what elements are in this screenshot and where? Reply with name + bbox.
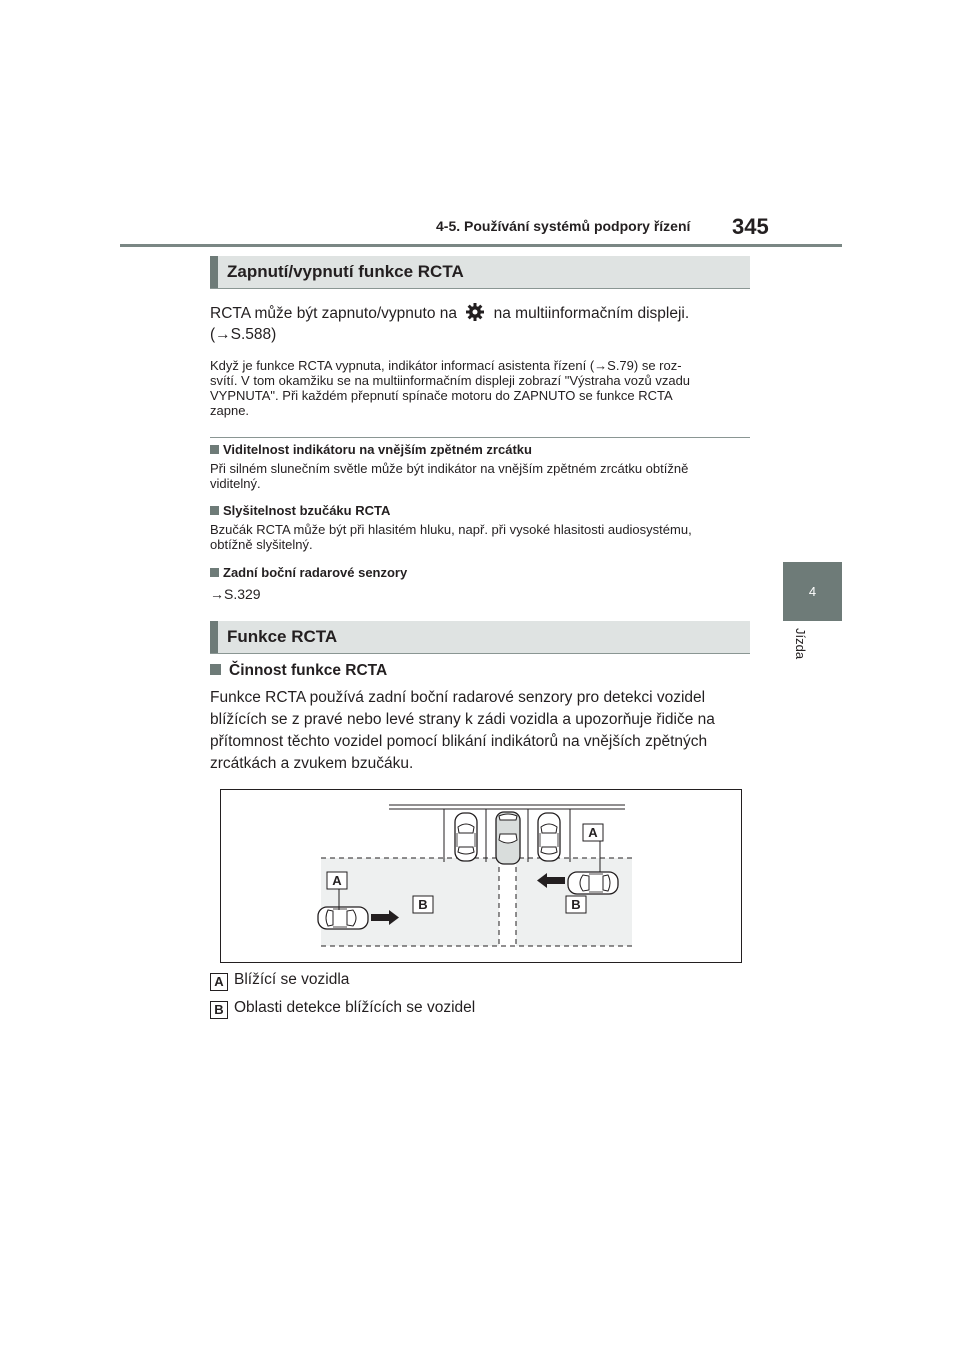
rcta-diagram — [220, 789, 742, 963]
heading-accent-bar — [210, 621, 218, 653]
approaching-car-right — [568, 872, 618, 894]
chapter-label: Jízda — [793, 628, 808, 660]
running-header: 4-5. Používání systémů podpory řízení — [436, 218, 691, 234]
divider — [210, 437, 750, 438]
subsection-text: Bzučák RCTA může být při hlasitém hluku, např. při vysoké hlasitosti audiosystému, — [210, 522, 692, 537]
detection-area-left — [321, 858, 499, 946]
legend-text: Blížící se vozidla — [234, 971, 350, 988]
note-line: Když je funkce RCTA vypnuta, indikátor informací asistenta řízení (→S.79) se roz- — [210, 358, 682, 373]
heading-accent-bar — [210, 256, 218, 288]
rcta-off-note — [210, 358, 755, 418]
bullet-square-icon — [210, 568, 219, 577]
subsection-text: Při silném slunečním světle může být indikátor na vnějším zpětném zrcátku obtížně — [210, 461, 689, 476]
label-b-text: B — [571, 897, 581, 912]
page-reference: (→S.588) — [210, 326, 277, 343]
label-a-text: A — [332, 873, 342, 888]
subsection-audibility — [210, 503, 755, 552]
paragraph-line: přítomnost těchto vozidel pomocí blikání indikátorů na vnějších zpětných — [210, 733, 708, 750]
note-line: svítí. V tom okamžiku se na multiinformačním displeji zobrazí "Výstraha vozů vzadu — [210, 373, 691, 388]
legend-item-b — [210, 997, 475, 1019]
subsection-operation — [210, 662, 387, 680]
legend-key: A — [210, 973, 228, 991]
approaching-car-left — [318, 907, 368, 929]
paragraph-line: zrcátkách a zvukem bzučáku. — [210, 755, 414, 772]
chapter-tab — [783, 562, 842, 621]
section-title: Funkce RCTA — [227, 627, 338, 646]
bullet-square-icon — [210, 664, 221, 675]
legend-item-a — [210, 969, 349, 991]
parked-car — [538, 813, 560, 861]
bullet-square-icon — [210, 445, 219, 454]
subsection-title: Zadní boční radarové senzory — [223, 565, 408, 580]
section-heading-rcta-toggle — [210, 256, 750, 289]
subsection-visibility — [210, 442, 755, 491]
subsection-text: obtížně slyšitelný. — [210, 537, 313, 552]
legend-key: B — [210, 1001, 228, 1019]
note-line: zapne. — [210, 403, 250, 418]
gear-icon — [465, 302, 485, 322]
header-rule — [120, 244, 842, 247]
section-heading-rcta-function — [210, 621, 750, 654]
toggle-instruction — [210, 302, 689, 325]
label-a-text: A — [588, 825, 598, 840]
legend-text: Oblasti detekce blížících se vozidel — [234, 999, 476, 1016]
page-number: 345 — [732, 214, 769, 239]
subsection-title: Činnost funkce RCTA — [229, 662, 388, 679]
operation-paragraph — [210, 687, 760, 775]
section-title: Zapnutí/vypnutí funkce RCTA — [227, 262, 464, 281]
subsection-title: Viditelnost indikátoru na vnějším zpětném zrcátku — [223, 442, 532, 457]
parked-car — [455, 813, 477, 861]
instruction-text-a: RCTA může být zapnuto/vypnuto na — [210, 305, 457, 322]
subsection-sensors — [210, 565, 755, 602]
chapter-number: 4 — [808, 584, 817, 599]
subsection-text: viditelný. — [210, 476, 261, 491]
subsection-title: Slyšitelnost bzučáku RCTA — [223, 503, 391, 518]
instruction-text-b: na multiinformačním displeji. — [493, 305, 690, 322]
subsection-reference: →S.329 — [210, 586, 261, 602]
parking-illustration — [221, 790, 741, 962]
paragraph-line: blížících se z pravé nebo levé strany k zádi vozidla a upozorňuje řidiče na — [210, 711, 715, 728]
note-line: VYPNUTA". Při každém přepnutí spínače motoru do ZAPNUTO se funkce RCTA — [210, 388, 673, 403]
paragraph-line: Funkce RCTA používá zadní boční radarové senzory pro detekci vozidel — [210, 689, 706, 706]
label-b-text: B — [418, 897, 428, 912]
bullet-square-icon — [210, 506, 219, 515]
own-vehicle — [496, 812, 520, 864]
